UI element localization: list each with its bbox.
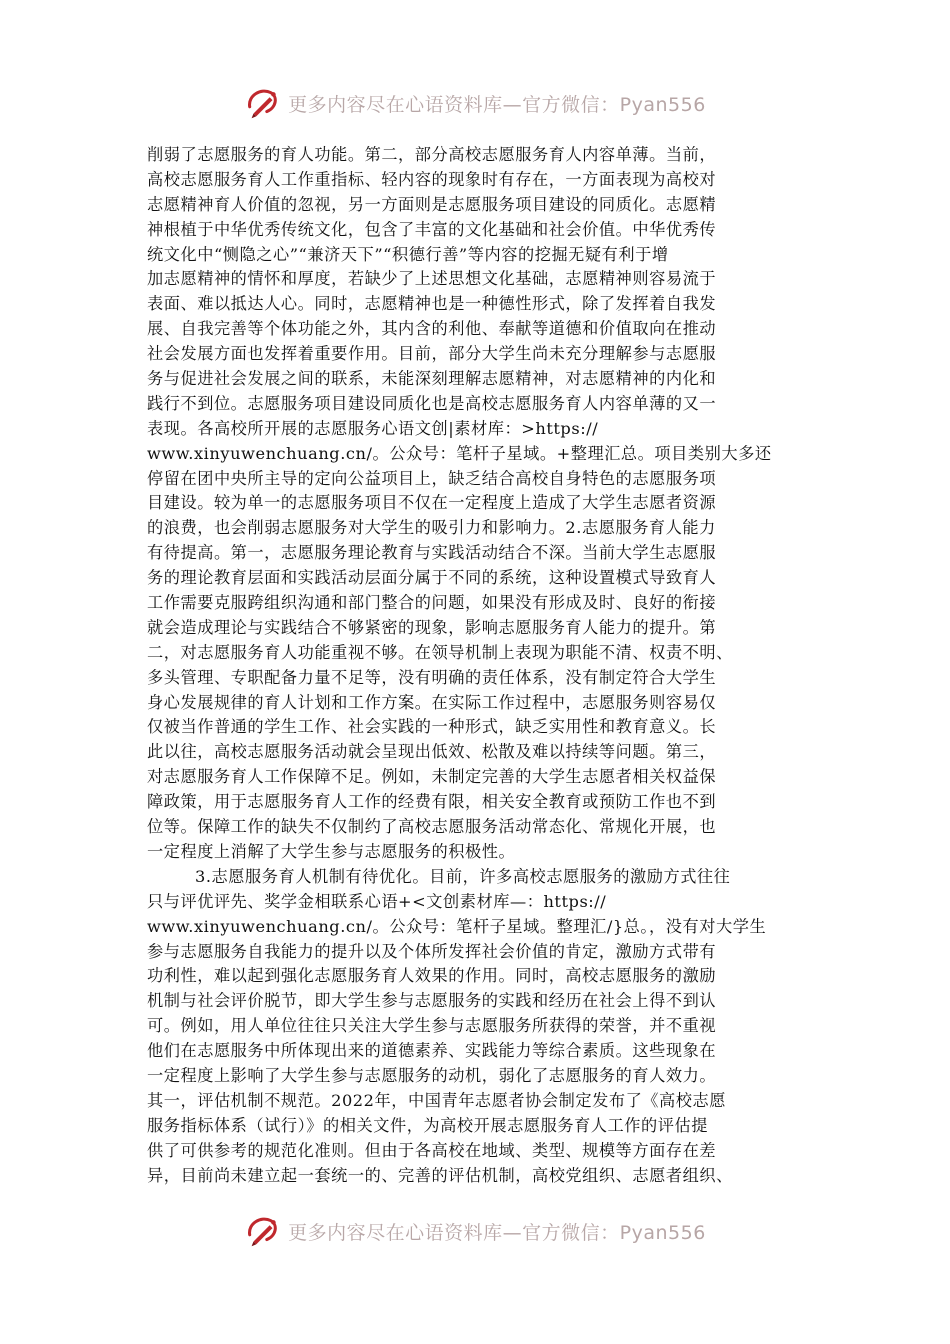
body-text-line: 位等。保障工作的缺失不仅制约了高校志愿服务活动常态化、常规化开展，也 (147, 817, 717, 837)
document-body (147, 143, 804, 1188)
body-text-line: 目建设。较为单一的志愿服务项目不仅在一定程度上造成了大学生志愿者资源 (147, 493, 717, 513)
body-text-line: 践行不到位。志愿服务项目建设同质化也是高校志愿服务育人内容单薄的又一 (147, 393, 717, 413)
body-text-line: 供了可供参考的规范化准则。但由于各高校在地域、类型、规模等方面存在差 (147, 1140, 717, 1160)
body-text-line: 异，目前尚未建立起一套统一的、完善的评估机制，高校党组织、志愿者组织、 (147, 1165, 733, 1185)
body-text-line: 展、自我完善等个体功能之外，其内含的利他、奉献等道德和价值取向在推动 (147, 319, 717, 339)
red-pen-swirl-logo-icon (244, 84, 282, 122)
body-text-line: 统文化中“恻隐之心”“兼济天下”“积德行善”等内容的挖掘无疑有利于增 (147, 244, 669, 264)
body-text-line: 可。例如，用人单位往往只关注大学生参与志愿服务所获得的荣誉，并不重视 (147, 1016, 717, 1036)
body-text-line: 削弱了志愿服务的育人功能。第二，部分高校志愿服务育人内容单薄。当前， (147, 145, 717, 164)
body-text-line: 停留在团中央所主导的定向公益项目上，缺乏结合高校自身特色的志愿服务项 (147, 468, 717, 488)
body-text-line: 其一，评估机制不规范。2022年，中国青年志愿者协会制定发布了《高校志愿 (147, 1090, 726, 1110)
body-text-line: 一定程度上消解了大学生参与志愿服务的积极性。 (147, 841, 516, 861)
body-text-line: 一定程度上影响了大学生参与志愿服务的动机，弱化了志愿服务的育人效力。 (147, 1065, 717, 1085)
body-text-line: 加志愿精神的情怀和厚度，若缺少了上述思想文化基础，志愿精神则容易流于 (147, 269, 717, 289)
body-text-line: 二，对志愿服务育人功能重视不够。在领导机制上表现为职能不清、权责不明、 (147, 642, 733, 662)
body-text-line: 有待提高。第一，志愿服务理论教育与实践活动结合不深。当前大学生志愿服 (147, 543, 717, 563)
body-text-line: 只与评优评先、奖学金相联系心语+<文创素材库—：https:// (147, 891, 607, 911)
body-text-line: 障政策，用于志愿服务育人工作的经费有限，相关安全教育或预防工作也不到 (147, 792, 717, 812)
body-text-line: 神根植于中华优秀传统文化，包含了丰富的文化基础和社会价值。中华优秀传 (147, 219, 717, 239)
body-text-line: 表现。各高校所开展的志愿服务心语文创|素材库：>https:// (147, 418, 599, 438)
header-banner (0, 84, 950, 122)
body-text-line: 务的理论教育层面和实践活动层面分属于不同的系统，这种设置模式导致育人 (147, 568, 717, 588)
body-text-line: 服务指标体系（试行）》的相关文件，为高校开展志愿服务育人工作的评估提 (147, 1115, 708, 1135)
body-text-line: 高校志愿服务育人工作重指标、轻内容的现象时有存在，一方面表现为高校对 (147, 169, 717, 189)
body-text-line: 表面、难以抵达人心。同时，志愿精神也是一种德性形式，除了发挥着自我发 (147, 294, 717, 314)
header-banner-text: 更多内容尽在心语资料库—官方微信：Pyan556 (288, 93, 706, 116)
body-text-line: 仅被当作普通的学生工作、社会实践的一种形式，缺乏实用性和教育意义。长 (147, 717, 717, 737)
body-text-line: 参与志愿服务自我能力的提升以及个体所发挥社会价值的肯定，激励方式带有 (147, 941, 717, 961)
body-text-line: 务与促进社会发展之间的联系，未能深刻理解志愿精神，对志愿精神的内化和 (147, 369, 717, 389)
body-text-line: www.xinyuwenchuang.cn/。公众号：笔杆子星域。整理汇/}总。，没有对大学生 (147, 916, 767, 936)
red-pen-swirl-logo-icon (244, 1212, 282, 1250)
body-text-line: 社会发展方面也发挥着重要作用。目前，部分大学生尚未充分理解参与志愿服 (147, 344, 717, 364)
body-text-line: www.xinyuwenchuang.cn/。公众号：笔杆子星域。+整理汇总。项目类别大多还 (147, 443, 772, 463)
body-text-line: 此以往，高校志愿服务活动就会呈现出低效、松散及难以持续等问题。第三， (147, 742, 717, 762)
body-text-line: 工作需要克服跨组织沟通和部门整合的问题，如果没有形成及时、良好的衔接 (147, 593, 717, 613)
body-text-line: 对志愿服务育人工作保障不足。例如，未制定完善的大学生志愿者相关权益保 (147, 767, 717, 787)
body-text-line: 多头管理、专职配备力量不足等，没有明确的责任体系，没有制定符合大学生 (147, 667, 717, 687)
body-text-line: 机制与社会评价脱节，即大学生参与志愿服务的实践和经历在社会上得不到认 (147, 991, 717, 1011)
body-text-line: 就会造成理论与实践结合不够紧密的现象，影响志愿服务育人能力的提升。第 (147, 617, 717, 637)
body-text-line: 身心发展规律的育人计划和工作方案。在实际工作过程中，志愿服务则容易仅 (147, 692, 717, 712)
footer-banner (0, 1212, 950, 1250)
body-text-line: 的浪费，也会削弱志愿服务对大学生的吸引力和影响力。2.志愿服务育人能力 (147, 518, 716, 538)
body-text-line: 3.志愿服务育人机制有待优化。目前，许多高校志愿服务的激励方式往往 (195, 866, 731, 886)
footer-banner-text: 更多内容尽在心语资料库—官方微信：Pyan556 (288, 1221, 706, 1244)
body-text-line: 功利性，难以起到强化志愿服务育人效果的作用。同时，高校志愿服务的激励 (147, 966, 717, 986)
body-text-line: 他们在志愿服务中所体现出来的道德素养、实践能力等综合素质。这些现象在 (147, 1041, 717, 1061)
body-text-line: 志愿精神育人价值的忽视，另一方面则是志愿服务项目建设的同质化。志愿精 (147, 194, 717, 214)
